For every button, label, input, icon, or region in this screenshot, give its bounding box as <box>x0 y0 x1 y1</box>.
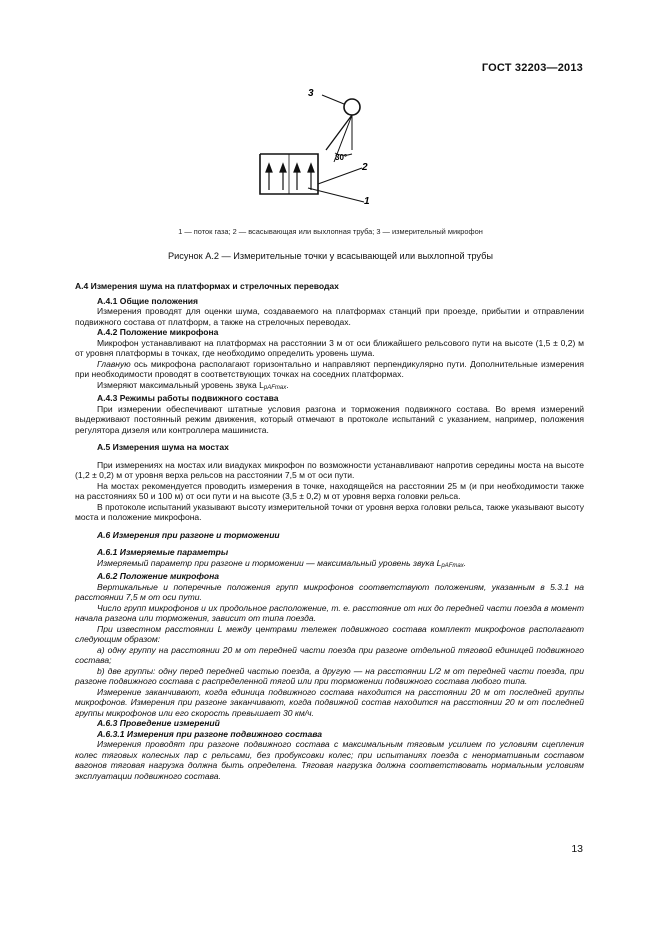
paragraph-text: . <box>463 557 467 568</box>
paragraph <box>75 359 584 380</box>
subsection-heading: А.4.3 Режимы работы подвижного состава <box>97 393 279 403</box>
page-number: 13 <box>571 843 583 855</box>
paragraph-text: ось микрофона располагают горизонтально и направляют перпендикулярно пути. Дополнительные измерения при необходимости проводят в соответствующих точках на соседних платформах. <box>75 358 584 379</box>
paragraph <box>75 558 584 572</box>
subsection-heading: А.4.1 Общие положения <box>97 295 199 306</box>
angle-label: 30° <box>335 153 348 162</box>
subsection-heading: А.6.3.1 Измерения при разгоне подвижного состава <box>97 728 323 739</box>
paragraph: Измерения проводят при разгоне подвижного состава с максимальным тяговым усилием по условиям сцепления колес тяговых колесных пар с рельсами, без пробуксовки колес; при испытаниях поезда с ненормативным составом вагонов тяговая нагрузка должна быть определена. Тяговая нагрузка должна соответствовать нормальным условиям эксплуатации подвижного состава. <box>75 739 584 781</box>
paragraph: При измерениях на мостах или виадуках микрофон по возможности устанавливают напротив середины моста на высоте (1,2 ± 0,2) м от уровня верха рельсов на расстоянии 7,5 м от оси пути. <box>75 459 584 480</box>
callout-3: 3 <box>308 88 314 99</box>
list-item: а) одну группу на расстоянии 20 м от передней части поезда при разгоне отдельной тяговой единицей подвижного состава; <box>75 644 584 665</box>
paragraph: На мостах рекомендуется проводить измерения в точке, находящейся на расстоянии 25 м (и при необходимости также на расстояниях 50 и 100 м) от оси пути и на высоте (3,5 ± 0,2) м от уровня верха головки рельса. <box>75 480 584 501</box>
section-heading: А.4 Измерения шума на платформах и стрелочных переводах <box>75 281 339 291</box>
callout-2: 2 <box>362 162 368 173</box>
paragraph <box>75 380 584 394</box>
paragraph: При известном расстоянии L между центрами тележек подвижного состава комплект микрофонов располагают следующим образом: <box>75 623 584 644</box>
figure-a2-diagram <box>252 84 392 214</box>
figure-caption: Рисунок А.2 — Измерительные точки у всасывающей или выхлопной трубы <box>168 251 493 261</box>
level-subscript: pAFmax <box>441 562 464 569</box>
gas-flow-arrows <box>266 164 314 190</box>
section-heading: А.5 Измерения шума на мостах <box>97 442 229 452</box>
paragraph: Измерения проводят для оценки шума, создаваемого на платформах станций при проезде, прибытии и отправлении подвижного состава от платформ, а также на стрелочных переводах. <box>75 306 584 327</box>
level-subscript: pAFmax <box>263 384 287 391</box>
subsection-heading: А.6.1 Измеряемые параметры <box>97 547 229 557</box>
figure-legend: 1 — поток газа; 2 — всасывающая или выхлопная труба; 3 — измерительный микрофон <box>178 227 483 236</box>
list-item: b) две группы: одну перед передней частью поезда, а другую — на расстоянии L/2 м от передней части поезда, при разгоне подвижного состава с распределенной тягой или при торможении подвижного состава любого типа. <box>75 665 584 686</box>
paragraph: Вертикальные и поперечные положения групп микрофонов соответствуют положениям, указанным в 5.3.1 на расстоянии 7,5 м от оси пути. <box>75 581 584 602</box>
section-heading: А.6 Измерения при разгоне и торможении <box>97 529 280 540</box>
microphone-symbol <box>344 99 360 115</box>
paragraph: Микрофон устанавливают на платформах на расстоянии 3 м от оси ближайшего рельсового пути на высоте (1,5 ± 0,2) м от уровня платформы в точках, где необходимо определить уровень шума. <box>75 337 584 358</box>
paragraph-text: . <box>286 379 289 390</box>
paragraph-text: Измеряемый параметр при разгоне и торможении — максимальный уровень звука L <box>97 557 442 568</box>
standard-code: ГОСТ 32203—2013 <box>481 62 583 74</box>
paragraph-text: Измеряют максимальный уровень звука L <box>97 379 264 390</box>
subsection-heading: А.6.3 Проведение измерений <box>97 718 220 728</box>
paragraph: В протоколе испытаний указывают высоту измерительной точки от уровня верха головки рельса, также указывают высоту моста и положение микрофона. <box>75 501 584 522</box>
italic-term: Главную <box>97 358 131 369</box>
paragraph: Число групп микрофонов и их продольное расположение, т. е. расстояние от них до передней части поезда в момент начала разгона или торможения, зависит от типа поезда. <box>75 602 584 623</box>
subsection-heading: А.4.2 Положение микрофона <box>97 327 219 337</box>
paragraph: Измерение заканчивают, когда единица подвижного состава находится на расстоянии 20 м от последней группы микрофонов. Измерения при разгоне заканчивают, когда подвижной состав находится на расстоянии 20 м от последней группы микрофонов или его скорость превышает 30 км/ч. <box>75 686 584 718</box>
document-body <box>75 281 584 781</box>
subsection-heading: А.6.2 Положение микрофона <box>97 571 220 581</box>
paragraph: При измерении обеспечивают штатные условия разгона и торможения подвижного состава. Во время измерений выдерживают постоянный режим движения, который отмечают в протоколе испытаний с указанием, например, положения регулятора дизеля или контроллера машиниста. <box>75 403 584 435</box>
callout-1: 1 <box>364 196 370 207</box>
